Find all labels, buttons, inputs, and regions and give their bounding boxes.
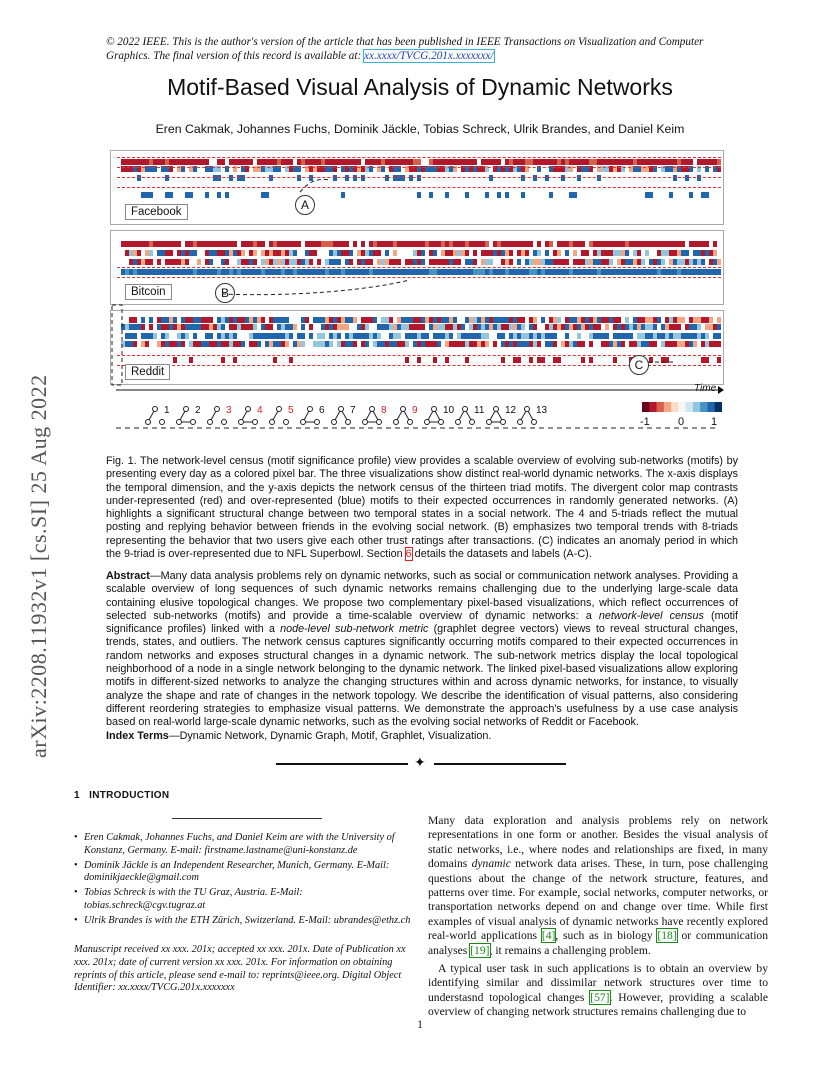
motif-number: 12 [505, 405, 517, 416]
index-terms [106, 730, 738, 742]
motif-2 [175, 405, 201, 430]
abstract-em: node-level sub-network metric [280, 623, 429, 636]
abstract-label: Abstract [106, 570, 150, 582]
citation-link[interactable]: [18] [657, 929, 677, 943]
author-footnotes [74, 832, 416, 930]
callout-a: A [295, 195, 315, 215]
section-ref[interactable]: 6 [405, 548, 412, 561]
motif-glyph-icon [299, 405, 321, 427]
motif-number: 7 [350, 405, 356, 416]
motif-10 [423, 405, 455, 430]
colorbar-swatch [642, 402, 650, 412]
motif-3 [206, 405, 232, 430]
motif-number: 5 [288, 405, 294, 416]
motif-glyph-icon [268, 405, 290, 427]
motif-number: 13 [536, 405, 548, 416]
motif-12 [485, 405, 517, 430]
motif-7 [330, 405, 356, 430]
colorbar-swatch [671, 402, 679, 412]
time-axis-arrowhead [718, 386, 724, 394]
motif-number: 8 [381, 405, 387, 416]
abstract [106, 570, 738, 730]
motif-glyph-icon [237, 405, 259, 427]
motif-legend [116, 405, 730, 435]
figure-annotations [110, 150, 724, 435]
motif-glyph-icon [175, 405, 197, 427]
motif-bracket [112, 305, 122, 385]
colorbar-swatch [657, 402, 665, 412]
colorbar-swatch [686, 402, 694, 412]
doi-link[interactable]: xx.xxxx/TVCG.201x.xxxxxxx/ [364, 50, 494, 62]
motif-9 [392, 405, 418, 430]
abstract-text: —Many data analysis problems rely on dynamic networks, such as social or communication network analyses. Providing a scalable overview of long sequences of such dynamic networks remains challenging due to the underlying large-scale data containing elusive topological changes. We propose two complementary pixel-based visualizations, which reflect occurrences of selected sub-networks (motifs) and provide a time-scalable overview of dynamic networks: a [106, 570, 738, 622]
figure-1 [110, 150, 724, 435]
motif-number: 4 [257, 405, 263, 416]
motif-6 [299, 405, 325, 430]
motif-glyph-icon [144, 405, 166, 427]
page-number: 1 [417, 1018, 423, 1031]
manuscript-note: Manuscript received xx xxx. 201x; accepted xx xxx. 201x. Date of Publication xx xxx. 201x; date of current version xx xxx. 201x. For information on obtaining reprints of this article, please send e-mail to: reprints@ieee.org. Digital Object Identifier: xx.xxxx/TVCG.201x.xxxxxxx [74, 944, 406, 994]
motif-glyph-icon [361, 405, 383, 427]
colorbar-tick-mid: 0 [678, 416, 685, 428]
paper-title: Motif-Based Visual Analysis of Dynamic Networks [167, 74, 673, 100]
citation-link[interactable]: [19] [470, 943, 490, 957]
motif-1 [144, 405, 170, 430]
motif-number: 1 [164, 405, 170, 416]
colorbar-swatch [678, 402, 686, 412]
motif-number: 9 [412, 405, 418, 416]
caption-text-end: details the datasets and labels (A-C). [411, 548, 592, 561]
paragraph: Many data exploration and analysis problems rely on network representations in one form or another. Besides the visual analysis of static networks, i.e., where nodes and relationships are fixed, in many domains dynamic network data arises. These, in turn, pose challenging questions about the change of the network structure, features, and patterns over time. For example, social networks, computer networks, or transportation networks depend on and change over time. While first examples of visual analysis of dynamic networks have recently explored real-world applications [4], such as in biology [18] or communication analyses [19], it remains a challenging problem. [428, 814, 769, 957]
index-terms-label: Index Terms [106, 730, 169, 742]
motif-glyph-icon [392, 405, 414, 427]
panel-label-facebook: Facebook [125, 204, 188, 220]
motif-11 [454, 405, 485, 430]
colorbar-swatch [664, 402, 672, 412]
motif-number: 11 [474, 405, 485, 416]
introduction-text [428, 814, 768, 1024]
colorbar [642, 402, 722, 414]
abstract-em: network-level census [598, 609, 704, 622]
colorbar-tick-min: -1 [640, 416, 650, 428]
footnote-rule [172, 818, 322, 819]
copyright-notice [106, 35, 746, 63]
footnote-item: • Tobias Schreck is with the TU Graz, Austria. E-Mail: tobias.schreck@cgv.tugraz.at [84, 887, 416, 913]
panel-label-bitcoin: Bitcoin [125, 284, 172, 300]
footnote-item: • Eren Cakmak, Johannes Fuchs, and Daniel Keim are with the University of Konstanz, Germany. E-mail: firstname.lastname@uni-konstanz.de [84, 832, 416, 858]
abstract-text: (motif significance profiles) linked with a [106, 609, 738, 636]
motif-glyph-icon [423, 405, 445, 427]
callout-c: C [629, 355, 649, 375]
colorbar-swatch [707, 402, 715, 412]
motif-number: 2 [195, 405, 201, 416]
motif-glyph-icon [330, 405, 352, 427]
motif-number: 6 [319, 405, 325, 416]
motif-number: 3 [226, 405, 232, 416]
motif-4 [237, 405, 263, 430]
section-title: INTRODUCTION [89, 790, 170, 801]
callout-b: B [215, 283, 235, 303]
author-list: Eren Cakmak, Johannes Fuchs, Dominik Jäckle, Tobias Schreck, Ulrik Brandes, and Daniel Keim [155, 122, 685, 136]
motif-glyph-icon [485, 405, 507, 427]
section-number: 1 [74, 790, 80, 801]
colorbar-swatch [693, 402, 701, 412]
motif-number: 10 [443, 405, 455, 416]
section-heading [74, 790, 169, 801]
copyright-text: © 2022 IEEE. This is the author's version of the article that has been published in IEEE Transactions on Visualization and Computer Graphics. The final version of this record is available at: [106, 36, 704, 62]
motif-glyph-icon [516, 405, 538, 427]
index-terms-text: —Dynamic Network, Dynamic Graph, Motif, Graphlet, Visualization. [168, 730, 492, 742]
arxiv-stamp [26, 300, 50, 760]
colorbar-swatch [715, 402, 722, 412]
section-divider: ✦ [276, 763, 566, 765]
abstract-text: (graphlet degree vectors) views to reveal structural changes, trends, states, and outliers. The network census captures significantly occurring motifs compared to their expected occurrences in random networks and exposes structural changes in a dynamic network. The sub-network metrics display the local topological neighborhood of a node in a single network belonging to the dynamic network. The linked pixel-based visualizations allow exploring motifs in different-sized networks to analyze the changing structures within and across dynamic networks, for instance, to visually analyze the shape and rate of changes in the network topology. We describe the identification of visual patterns, also considering different reordering strategies to emphasize visual patterns. We demonstrate the approach's usefulness by a use case analysis based on real-world large-scale dynamic networks, such as the evolving social networks of Reddit or Facebook. [106, 623, 738, 729]
panel-label-reddit: Reddit [125, 364, 170, 380]
time-axis-label: Time [694, 383, 717, 394]
paragraph: A typical user task in such applications is to obtain an overview by identifying similar and dissimilar network structures over time to understasnd topological changes [57]. However, providing a scalable overview of changing network structures remains challenging due to [428, 962, 769, 1019]
footnote-item: • Ulrik Brandes is with the ETH Zürich, Switzerland. E-Mail: ubrandes@ethz.ch [84, 915, 416, 928]
callout-b-arrow [222, 280, 410, 295]
callout-a-arrow [300, 179, 330, 192]
arxiv-id: arXiv:2208.11932v1 [cs.SI] 25 Aug 2022 [26, 374, 51, 758]
motif-8 [361, 405, 387, 430]
colorbar-swatch [700, 402, 708, 412]
footnote-item: • Dominik Jäckle is an Independent Researcher, Munich, Germany. E-Mail: dominikjaeckle@gmail.com [84, 860, 416, 886]
caption-text: Fig. 1. The network-level census (motif significance profile) view provides a scalable overview of evolving sub-networks (motifs) by presenting every day as a colored pixel bar. The three visualizations show distinct real-world dynamic networks. The x-axis displays the temporal dimension, and the y-axis depicts the network census of the thirteen triad motifs. The divergent color map contrasts under-represented (red) and over-represented (blue) motifs to their expected occurrences in randomly generated networks. (A) highlights a significant structural change between two temporal states in a social network. The 4 and 5-triads reflect the mutual posting and replying behavior between friends in the evolving social network. (B) emphasizes two temporal trends with 8-triads representing the behavior that two users give each other trust ratings after transactions. (C) indicates an anomaly period in which the 9-triad is over-represented due to NFL Superbowl. Section [106, 455, 738, 561]
motif-5 [268, 405, 294, 430]
motif-13 [516, 405, 548, 430]
figure-caption [106, 455, 738, 561]
citation-link[interactable]: [57] [590, 990, 610, 1004]
motif-glyph-icon [454, 405, 476, 427]
citation-link[interactable]: [4] [541, 929, 556, 943]
colorbar-tick-max: 1 [711, 416, 718, 428]
motif-glyph-icon [206, 405, 228, 427]
colorbar-swatch [649, 402, 657, 412]
